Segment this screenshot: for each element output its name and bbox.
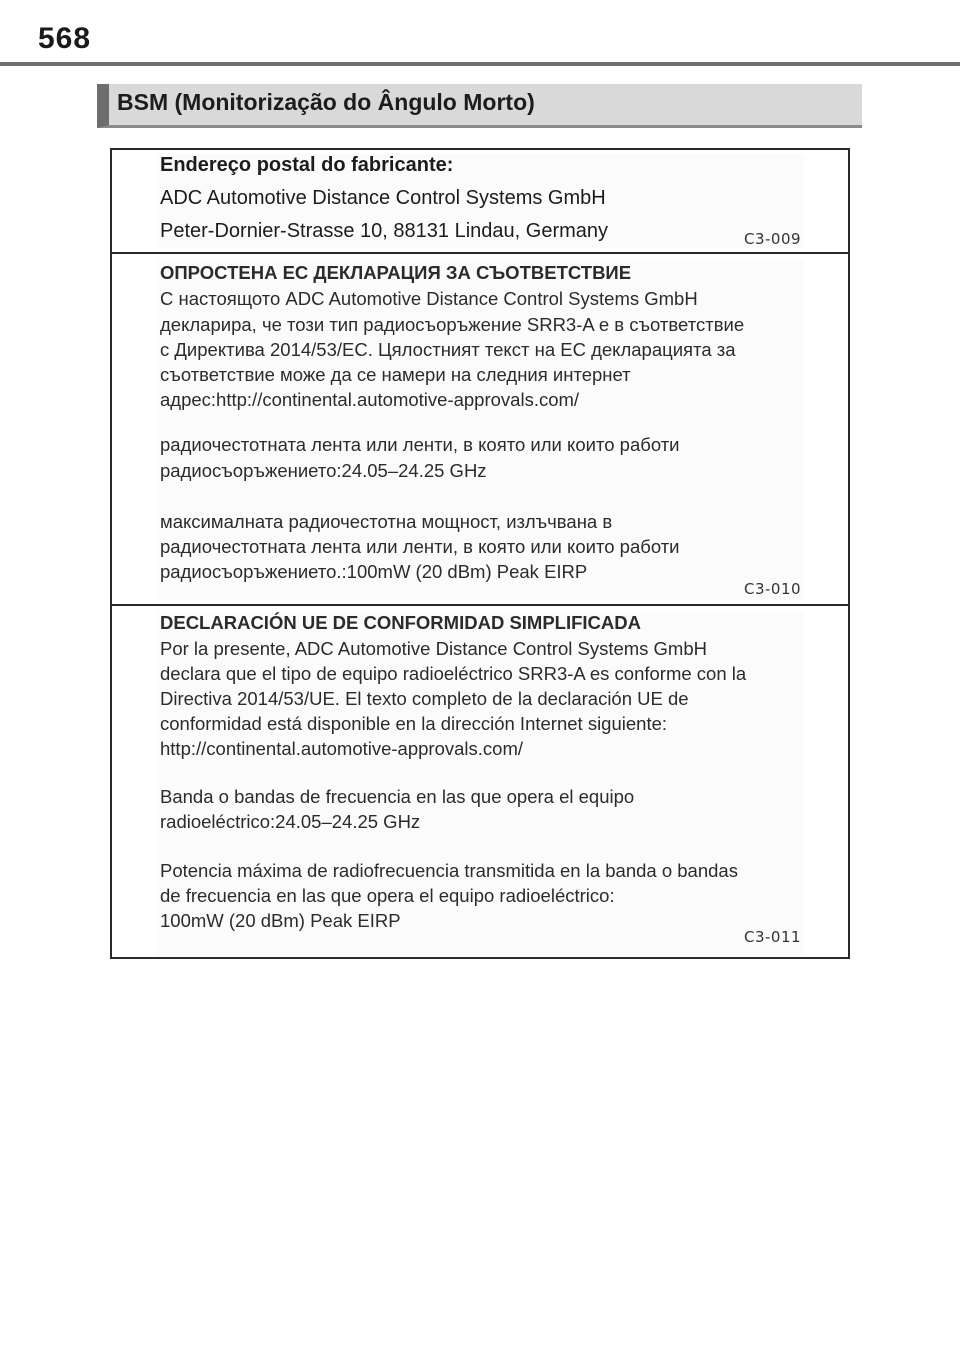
page-number: 568 (38, 22, 92, 55)
label-code: C3-010 (744, 580, 802, 598)
declaration-line: съответствие може да се намери на следния интернет (160, 364, 631, 385)
label-code: C3-011 (744, 928, 802, 946)
declaration-line: Por la presente, ADC Automotive Distance Control Systems GmbH (160, 638, 707, 659)
section-title: BSM (Monitorização do Ângulo Morto) (117, 89, 535, 115)
declaration-line: декларира, че този тип радиосъоръжение SRR3-A е в съответствие (160, 314, 745, 335)
power-line: максималната радиочестотна мощност, излъчвана в (160, 511, 613, 532)
power-line: радиочестотната лента или ленти, в която или които работи (160, 536, 680, 557)
frequency-line: радиосъоръжението:24.05–24.25 GHz (160, 460, 487, 481)
section-header (97, 84, 862, 128)
declaration-es-block (112, 604, 848, 959)
label-code: C3-009 (744, 230, 802, 248)
frequency-line: radioeléctrico:24.05–24.25 GHz (160, 811, 421, 832)
declaration-heading: ОПРОСТЕНА ЕС ДЕКЛАРАЦИЯ ЗА СЪОТВЕТСТВИЕ (160, 262, 632, 283)
address-heading: Endereço postal do fabricante: (160, 154, 454, 176)
power-line: Potencia máxima de radiofrecuencia transmitida en la banda o bandas (160, 860, 738, 881)
address-block (112, 150, 848, 252)
declarations-table (110, 148, 850, 959)
frequency-line: Banda o bandas de frecuencia en las que opera el equipo (160, 786, 635, 807)
declaration-line: с Директива 2014/53/ЕС. Цялостният текст на ЕС декларацията за (160, 339, 736, 360)
declaration-line: conformidad está disponible en la dirección Internet siguiente: (160, 713, 668, 734)
top-rule (0, 62, 960, 66)
declaration-line: Directiva 2014/53/UE. El texto completo de la declaración UE de (160, 688, 689, 709)
power-line: 100mW (20 dBm) Peak EIRP (160, 910, 401, 931)
frequency-line: радиочестотната лента или ленти, в която или които работи (160, 434, 680, 455)
declaration-line: declara que el tipo de equipo radioeléctrico SRR3-A es conforme con la (160, 663, 747, 684)
address-company: ADC Automotive Distance Control Systems GmbH (160, 187, 606, 209)
declaration-bg-block (112, 252, 848, 604)
address-street: Peter-Dornier-Strasse 10, 88131 Lindau, Germany (160, 220, 609, 242)
declaration-line: С настоящото ADC Automotive Distance Control Systems GmbH (160, 288, 698, 309)
declaration-heading: DECLARACIÓN UE DE CONFORMIDAD SIMPLIFICADA (160, 612, 641, 633)
power-line: радиосъоръжението.:100mW (20 dBm) Peak EIRP (160, 561, 588, 582)
declaration-line: http://continental.automotive-approvals.com/ (160, 738, 523, 759)
power-line: de frecuencia en las que opera el equipo radioeléctrico: (160, 885, 615, 906)
declaration-line: адрес:http://continental.automotive-approvals.com/ (160, 389, 580, 410)
